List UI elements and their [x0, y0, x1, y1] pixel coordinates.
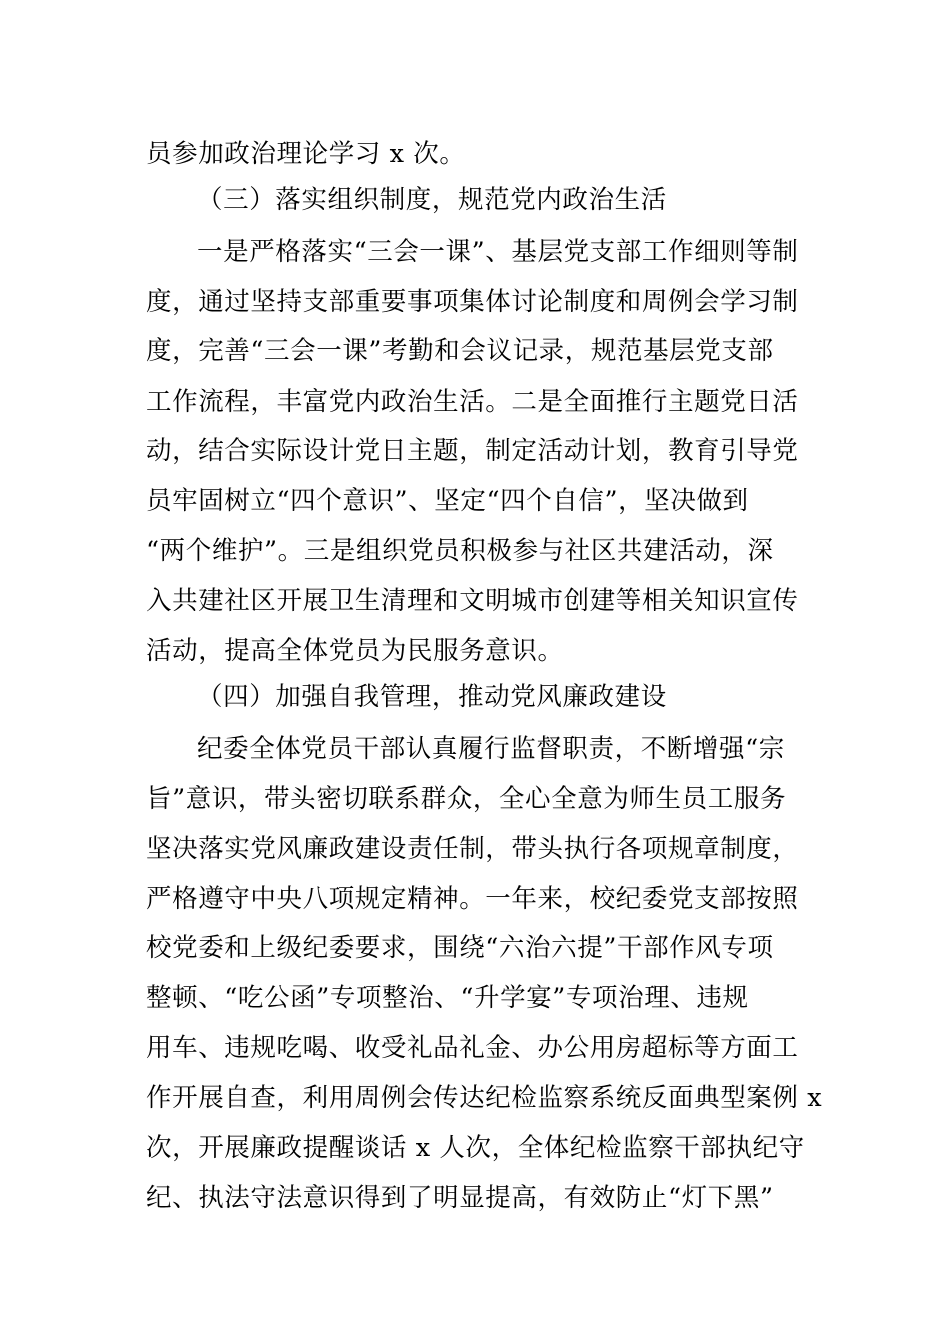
- section-heading: （四）加强自我管理，推动党风廉政建设: [197, 682, 667, 712]
- body-line: 校党委和上级纪委要求，围绕“六治六提”干部作风专项: [146, 933, 774, 963]
- body-line: 次，开展廉政提醒谈话 x 人次，全体纪检监察干部执纪守: [146, 1133, 805, 1163]
- body-line: 入共建社区开展卫生清理和文明城市创建等相关知识宣传: [146, 586, 799, 616]
- body-line: 一是严格落实“三会一课”、基层党支部工作细则等制: [197, 237, 799, 267]
- body-line: “两个维护”。三是组织党员积极参与社区共建活动，深: [146, 536, 774, 566]
- body-line: 用车、违规吃喝、收受礼品礼金、办公用房超标等方面工: [146, 1033, 799, 1063]
- body-line: 度，通过坚持支部重要事项集体讨论制度和周例会学习制: [146, 287, 799, 317]
- body-line: 动，结合实际设计党日主题，制定活动计划，教育引导党: [146, 436, 799, 466]
- body-line: 活动，提高全体党员为民服务意识。: [146, 636, 564, 666]
- body-line: 工作流程，丰富党内政治生活。二是全面推行主题党日活: [146, 387, 799, 417]
- body-line: 员牢固树立“四个意识”、坚定“四个自信”，坚决做到: [146, 486, 749, 516]
- body-line: 纪、执法守法意识得到了明显提高，有效防止“灯下黑”: [146, 1183, 774, 1213]
- body-line: 坚决落实党风廉政建设责任制，带头执行各项规章制度，: [146, 834, 799, 864]
- body-line: 纪委全体党员干部认真履行监督职责，不断增强“宗: [197, 734, 785, 764]
- section-heading: （三）落实组织制度，规范党内政治生活: [197, 185, 667, 215]
- body-line: 员参加政治理论学习 x 次。: [146, 139, 466, 169]
- body-line: 度，完善“三会一课”考勤和会议记录，规范基层党支部: [146, 336, 774, 366]
- body-line: 旨”意识，带头密切联系群众，全心全意为师生员工服务: [146, 784, 787, 814]
- body-line: 严格遵守中央八项规定精神。一年来，校纪委党支部按照: [146, 884, 799, 914]
- body-line: 作开展自查，利用周例会传达纪检监察系统反面典型案例 x: [146, 1083, 823, 1113]
- body-line: 整顿、“吃公函”专项整治、“升学宴”专项治理、违规: [146, 983, 749, 1013]
